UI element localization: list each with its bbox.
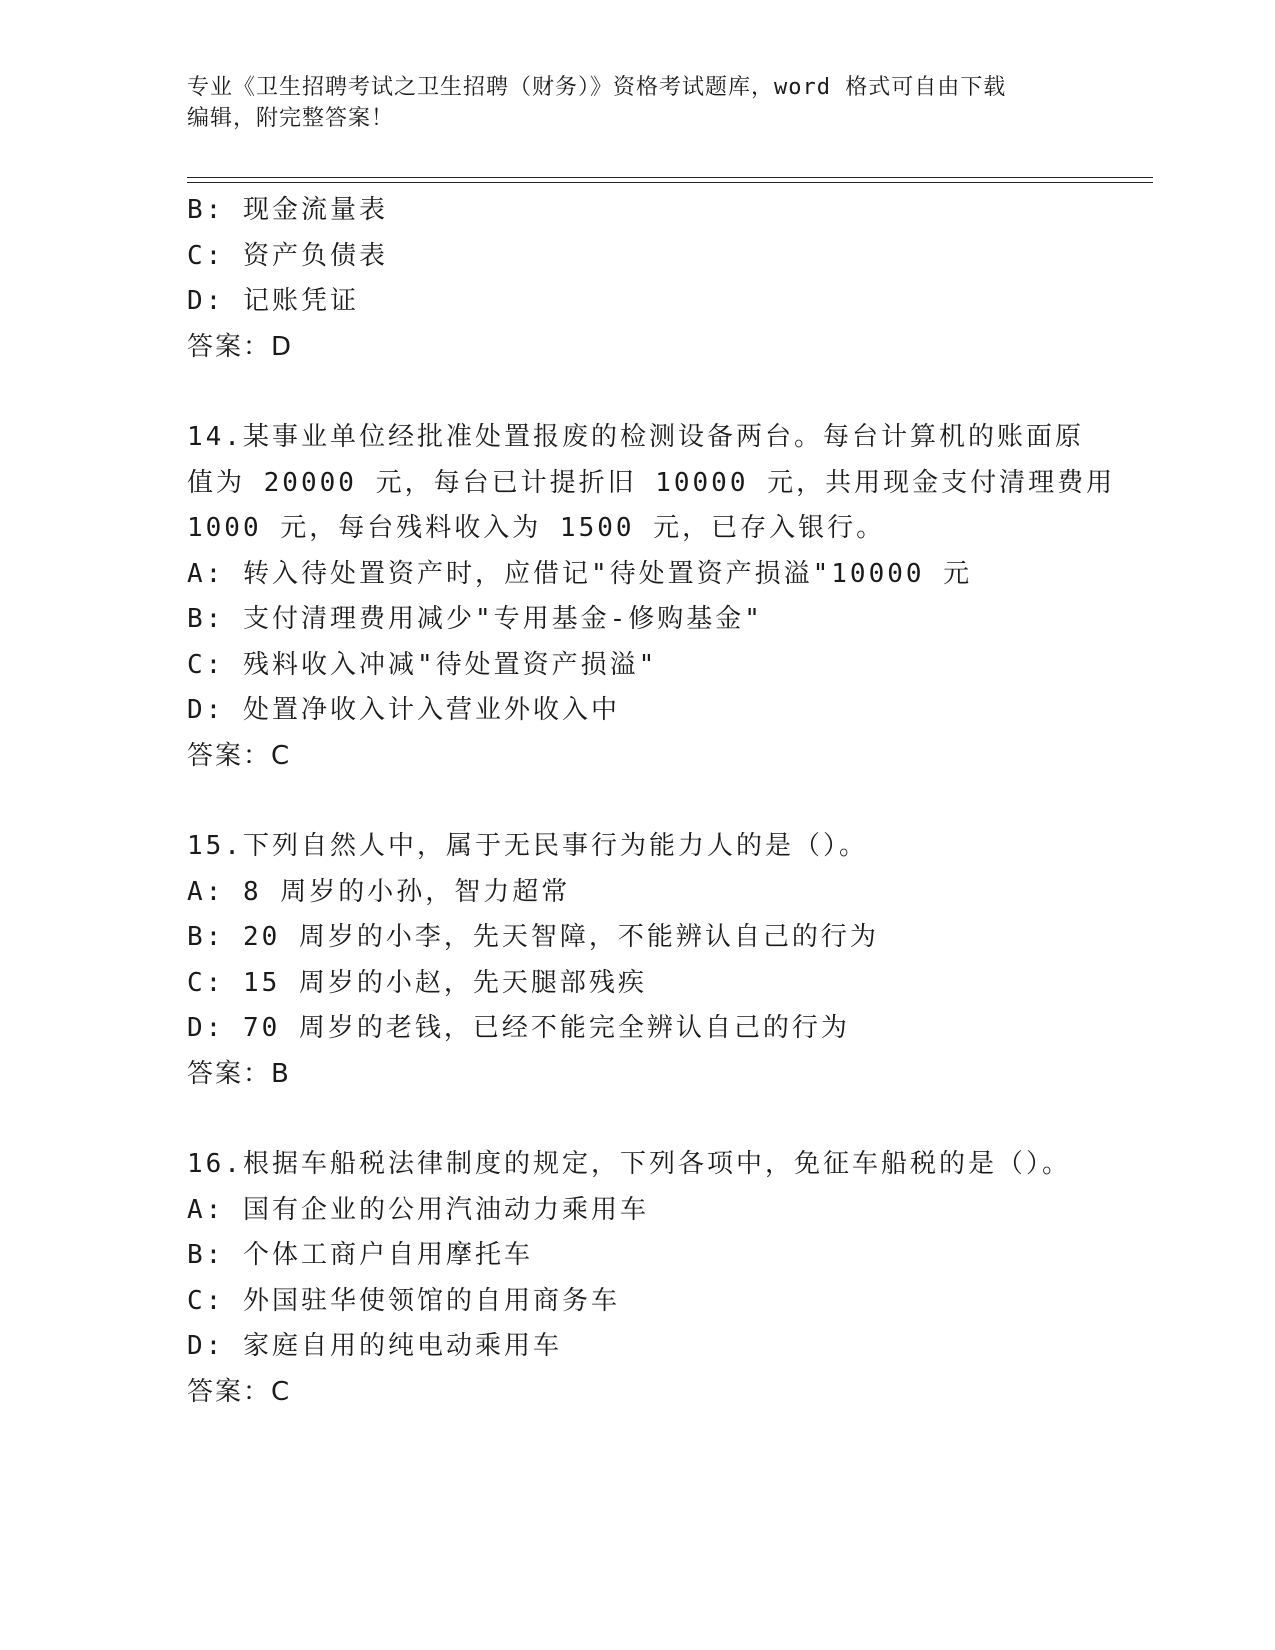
- question-15: [187, 824, 1137, 1097]
- question-14: [187, 415, 1137, 779]
- q15-option-b: B: 20 周岁的小李，先天智障，不能辨认自己的行为: [187, 922, 879, 952]
- question-16: [187, 1142, 1137, 1415]
- q16-option-d: D: 家庭自用的纯电动乘用车: [187, 1331, 562, 1361]
- q16-stem: 16.根据车船税法律制度的规定，下列各项中，免征车船税的是（）。: [187, 1149, 1071, 1179]
- q14-option-b: B: 支付清理费用减少"专用基金-修购基金": [187, 604, 763, 634]
- q14-stem-line-1: 14.某事业单位经批准处置报废的检测设备两台。每台计算机的账面原: [187, 422, 1084, 452]
- header-rule-bottom: [187, 182, 1153, 183]
- q13-answer: 答案：D: [187, 331, 294, 362]
- q15-option-d: D: 70 周岁的老钱，已经不能完全辨认自己的行为: [187, 1013, 850, 1043]
- header-line-2: 编辑，附完整答案！: [187, 106, 395, 131]
- q16-option-c: C: 外国驻华使领馆的自用商务车: [187, 1285, 620, 1316]
- spacer: [187, 779, 1137, 824]
- q14-answer: 答案：C: [187, 740, 292, 771]
- q15-option-a: A: 8 周岁的小孙，智力超常: [187, 876, 571, 907]
- header-rule-top: [187, 177, 1153, 178]
- header-line-1: 专业《卫生招聘考试之卫生招聘（财务）》资格考试题库，word 格式可自由下载: [187, 75, 1007, 100]
- spacer: [187, 1097, 1137, 1142]
- q13-option-c: C: 资产负债表: [187, 240, 388, 271]
- q13-option-d: D: 记账凭证: [187, 286, 359, 316]
- q15-option-c: C: 15 周岁的小赵，先天腿部残疾: [187, 967, 647, 998]
- question-13: [187, 188, 1137, 370]
- q14-option-a: A: 转入待处置资产时，应借记"待处置资产损溢"10000 元: [187, 558, 973, 589]
- q15-answer: 答案：B: [187, 1058, 291, 1089]
- spacer: [187, 370, 1137, 415]
- q14-stem-line-2: 值为 20000 元，每台已计提折旧 10000 元，共用现金支付清理费用: [187, 467, 1116, 498]
- document-header: [187, 72, 1087, 134]
- q14-option-d: D: 处置净收入计入营业外收入中: [187, 695, 620, 725]
- q16-option-b: B: 个体工商户自用摩托车: [187, 1240, 533, 1270]
- q15-stem: 15.下列自然人中，属于无民事行为能力人的是（）。: [187, 831, 868, 861]
- q14-stem-line-3: 1000 元，每台残料收入为 1500 元，已存入银行。: [187, 513, 886, 543]
- q16-option-a: A: 国有企业的公用汽油动力乘用车: [187, 1194, 649, 1225]
- q16-answer: 答案：C: [187, 1376, 292, 1407]
- q14-option-c: C: 残料收入冲减"待处置资产损溢": [187, 649, 658, 680]
- question-list: [187, 188, 1137, 1415]
- q13-option-b: B: 现金流量表: [187, 195, 388, 225]
